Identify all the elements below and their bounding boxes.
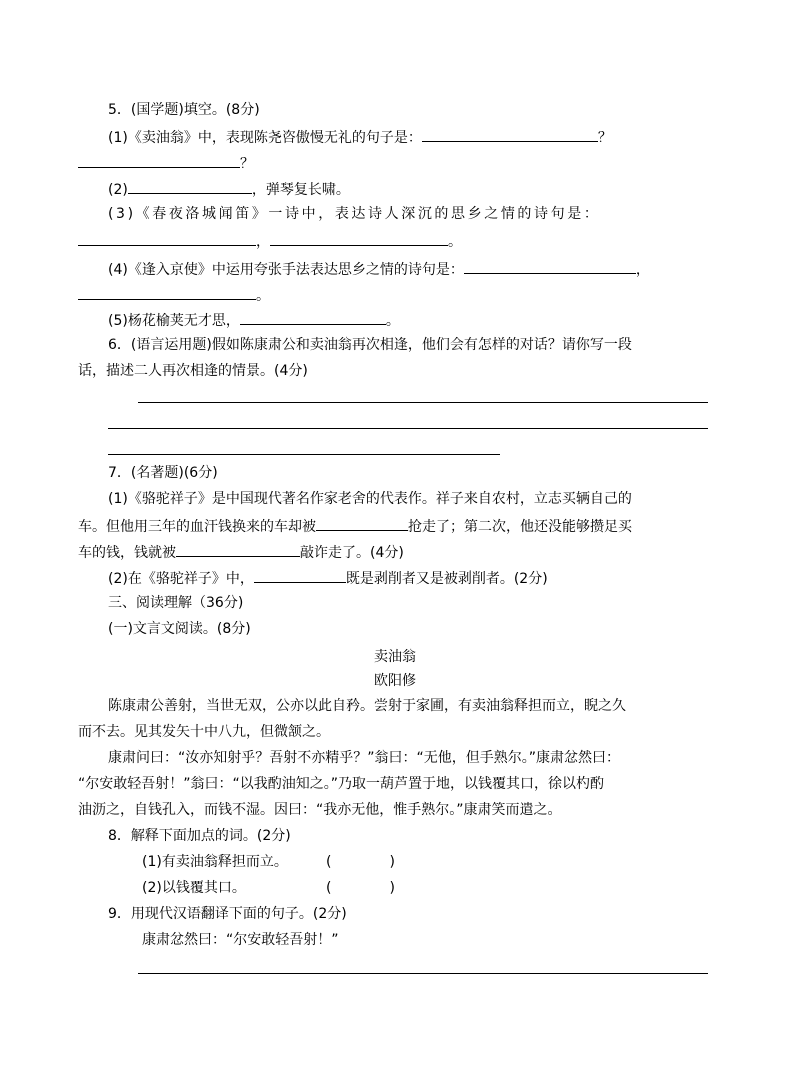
q5-4-line	[108, 259, 650, 279]
passage-p1-line1: 陈康肃公善射，当世无双，公亦以此自矜。尝射于家圃，有卖油翁释担而立，睨之久	[108, 698, 626, 714]
q5-2-blank[interactable]	[128, 179, 252, 194]
q5-2-text: ，弹琴复长啸。	[251, 182, 350, 198]
q8-item-1-answer[interactable]	[326, 853, 395, 871]
q8-item-1	[142, 853, 288, 871]
passage-author: 欧阳修	[374, 673, 416, 689]
passage-p2-line1: 康肃问曰：“汝亦知射乎？吾射不亦精乎？”翁曰：“无他，但手熟尔。”康肃忿然曰：	[108, 750, 621, 766]
q5-4-comma: ，	[635, 262, 650, 278]
q5-4-blank-a[interactable]	[464, 259, 636, 274]
q8-item-1-open: (	[326, 854, 332, 870]
q5-5-blank[interactable]	[240, 310, 386, 325]
passage-p2-line2: “尔安敢轻吾射！”翁曰：“以我酌油知之。”乃取一葫芦置于地，以钱覆其口，徐以杓酌	[78, 776, 605, 792]
q8-item-1-close: )	[389, 854, 395, 870]
q5-2-line	[108, 179, 350, 199]
q9-title: 9．用现代汉语翻译下面的句子。(2分)	[108, 906, 347, 922]
q5-1-cont	[78, 153, 254, 173]
q5-1-prompt: (1)《卖油翁》中，表现陈尧咨傲慢无礼的句子是：	[108, 130, 422, 146]
q7-2-text-b: 既是剥削者又是被剥削者。(2分)	[345, 571, 548, 587]
passage-p1-line2: 而不去。见其发矢十中八九，但微颔之。	[78, 724, 330, 740]
section3-sub: (一)文言文阅读。(8分)	[108, 621, 251, 637]
q8-title: 8．解释下面加点的词。(2分)	[108, 828, 291, 844]
q7-1-text-b: 抢走了；第二次，他还没能够攒足买	[408, 519, 632, 535]
q5-4-prompt: (4)《逢入京使》中运用夸张手法表达思乡之情的诗句是：	[108, 262, 464, 278]
q7-2-text-a: (2)在《骆驼祥子》中，	[108, 571, 254, 587]
q8-item-2-close: )	[389, 880, 395, 896]
q5-5-line	[108, 310, 400, 330]
q8-item-1-text: (1)有卖油翁释担而立。	[142, 854, 288, 870]
q5-3-blank-b[interactable]	[270, 231, 448, 246]
q5-3-period: 。	[448, 234, 462, 250]
q5-title: 5．(国学题)填空。(8分)	[108, 102, 260, 118]
q6-answer-line-2[interactable]	[108, 428, 708, 429]
q9-sentence: 康肃忿然曰：“尔安敢轻吾射！”	[142, 932, 339, 948]
q7-title: 7．(名著题)(6分)	[108, 465, 218, 481]
q9-answer-line[interactable]	[138, 973, 708, 974]
q7-1-blank-b[interactable]	[176, 542, 300, 557]
q7-1-line3	[78, 542, 404, 562]
q5-3-blank-a[interactable]	[78, 231, 256, 246]
q7-1-text-d: 敲诈走了。(4分)	[300, 545, 404, 561]
section3-title: 三、阅读理解（36分)	[108, 595, 244, 611]
q5-1-line	[108, 127, 612, 147]
q6-line1: 6．(语言运用题)假如陈康肃公和卖油翁再次相逢，他们会有怎样的对话？请你写一段	[108, 337, 632, 353]
q5-4-period: 。	[256, 288, 270, 304]
q5-1-qmark2: ？	[240, 156, 254, 172]
q7-2-line	[108, 568, 548, 588]
q5-5-prompt: (5)杨花榆荚无才思，	[108, 313, 240, 329]
q8-item-2-answer[interactable]	[326, 879, 395, 897]
q8-item-2-open: (	[326, 880, 332, 896]
q5-5-period: 。	[385, 313, 400, 329]
q5-3-cont	[78, 231, 462, 251]
q5-4-blank-b[interactable]	[78, 285, 256, 300]
q7-1-text-a: 车。但他用三年的血汗钱换来的车却被	[78, 519, 316, 535]
passage-p2-line3: 油沥之，自钱孔入，而钱不湿。因曰：“我亦无他，惟手熟尔。”康肃笑而遣之。	[78, 802, 562, 818]
q6-line2: 话，描述二人再次相逢的情景。(4分)	[78, 363, 308, 379]
q6-answer-line-3[interactable]	[108, 454, 500, 455]
passage-title: 卖油翁	[374, 649, 416, 665]
q5-1-blank-b[interactable]	[78, 153, 240, 168]
q5-2-label: (2)	[108, 182, 128, 198]
q6-answer-line-1[interactable]	[138, 402, 708, 403]
q7-1-line1: (1)《骆驼祥子》是中国现代著名作家老舍的代表作。祥子来自农村，立志买辆自己的	[108, 491, 632, 507]
q7-1-text-c: 车的钱，钱就被	[78, 545, 176, 561]
q5-3-line: (3)《春夜洛城闻笛》一诗中，表达诗人深沉的思乡之情的诗句是：	[108, 206, 601, 222]
q8-item-2-text: (2)以钱覆其口。	[142, 880, 246, 896]
q5-1-blank-a[interactable]	[422, 127, 598, 142]
q7-2-blank[interactable]	[254, 568, 346, 583]
q8-item-2	[142, 879, 246, 897]
q5-3-comma: ，	[256, 234, 270, 250]
q5-1-qmark: ？	[597, 130, 612, 146]
q7-1-line2	[78, 516, 632, 536]
q5-4-cont	[78, 285, 270, 305]
q7-1-blank-a[interactable]	[316, 516, 408, 531]
